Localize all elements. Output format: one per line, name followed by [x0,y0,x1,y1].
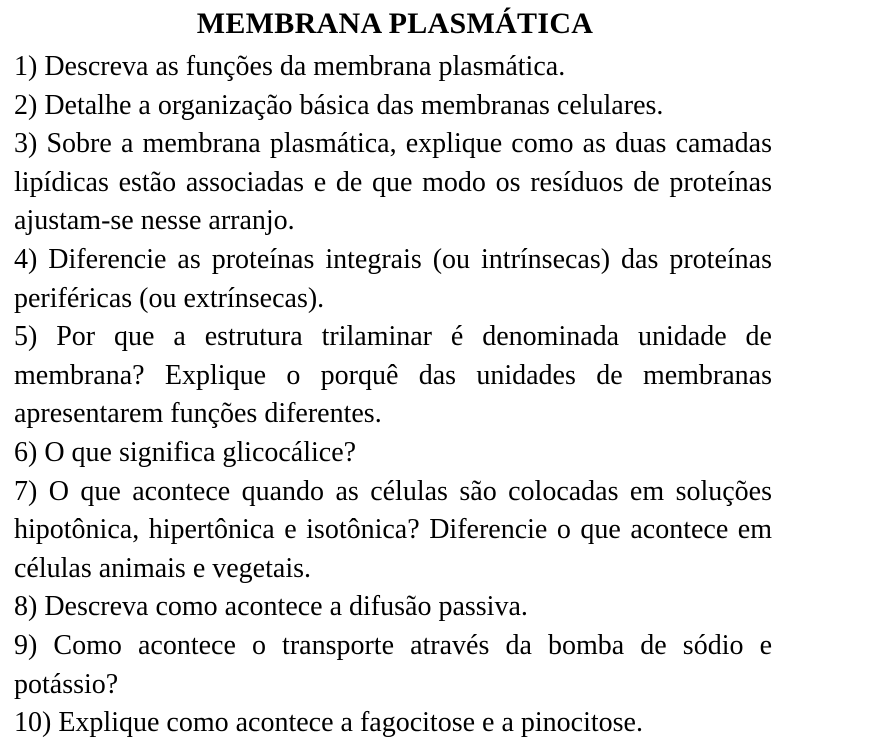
question-item: 6) O que significa glicocálice? [14,436,357,468]
question-item: 10) Explique como acontece a fagocitose e a pinocitose. [14,707,643,739]
question-item: 7) O que acontece quando as células são colocadas em soluções hipotônica, hipertônica e isotônica? Diferencie o que acontece em células animais e vegetais. [14,475,772,584]
question-item: 2) Detalhe a organização básica das membranas celulares. [14,89,664,121]
question-item: 9) Como acontece o transporte através da bomba de sódio e potássio? [14,629,772,700]
question-item: 1) Descreva as funções da membrana plasmática. [14,51,566,82]
page-title: MEMBRANA PLASMÁTICA [196,7,594,40]
question-item: 3) Sobre a membrana plasmática, explique como as duas camadas lipídicas estão associadas e de que modo os resíduos de proteínas ajustam-se nesse arranjo. [14,128,772,237]
question-list [14,48,772,743]
question-item: 8) Descreva como acontece a difusão passiva. [14,591,528,623]
question-item: 5) Por que a estrutura trilaminar é denominada unidade de membrana? Explique o porquê das unidades de membranas apresentarem funções diferentes. [14,321,772,430]
question-item: 4) Diferencie as proteínas integrais (ou intrínsecas) das proteínas periféricas (ou extrínsecas). [14,243,772,314]
